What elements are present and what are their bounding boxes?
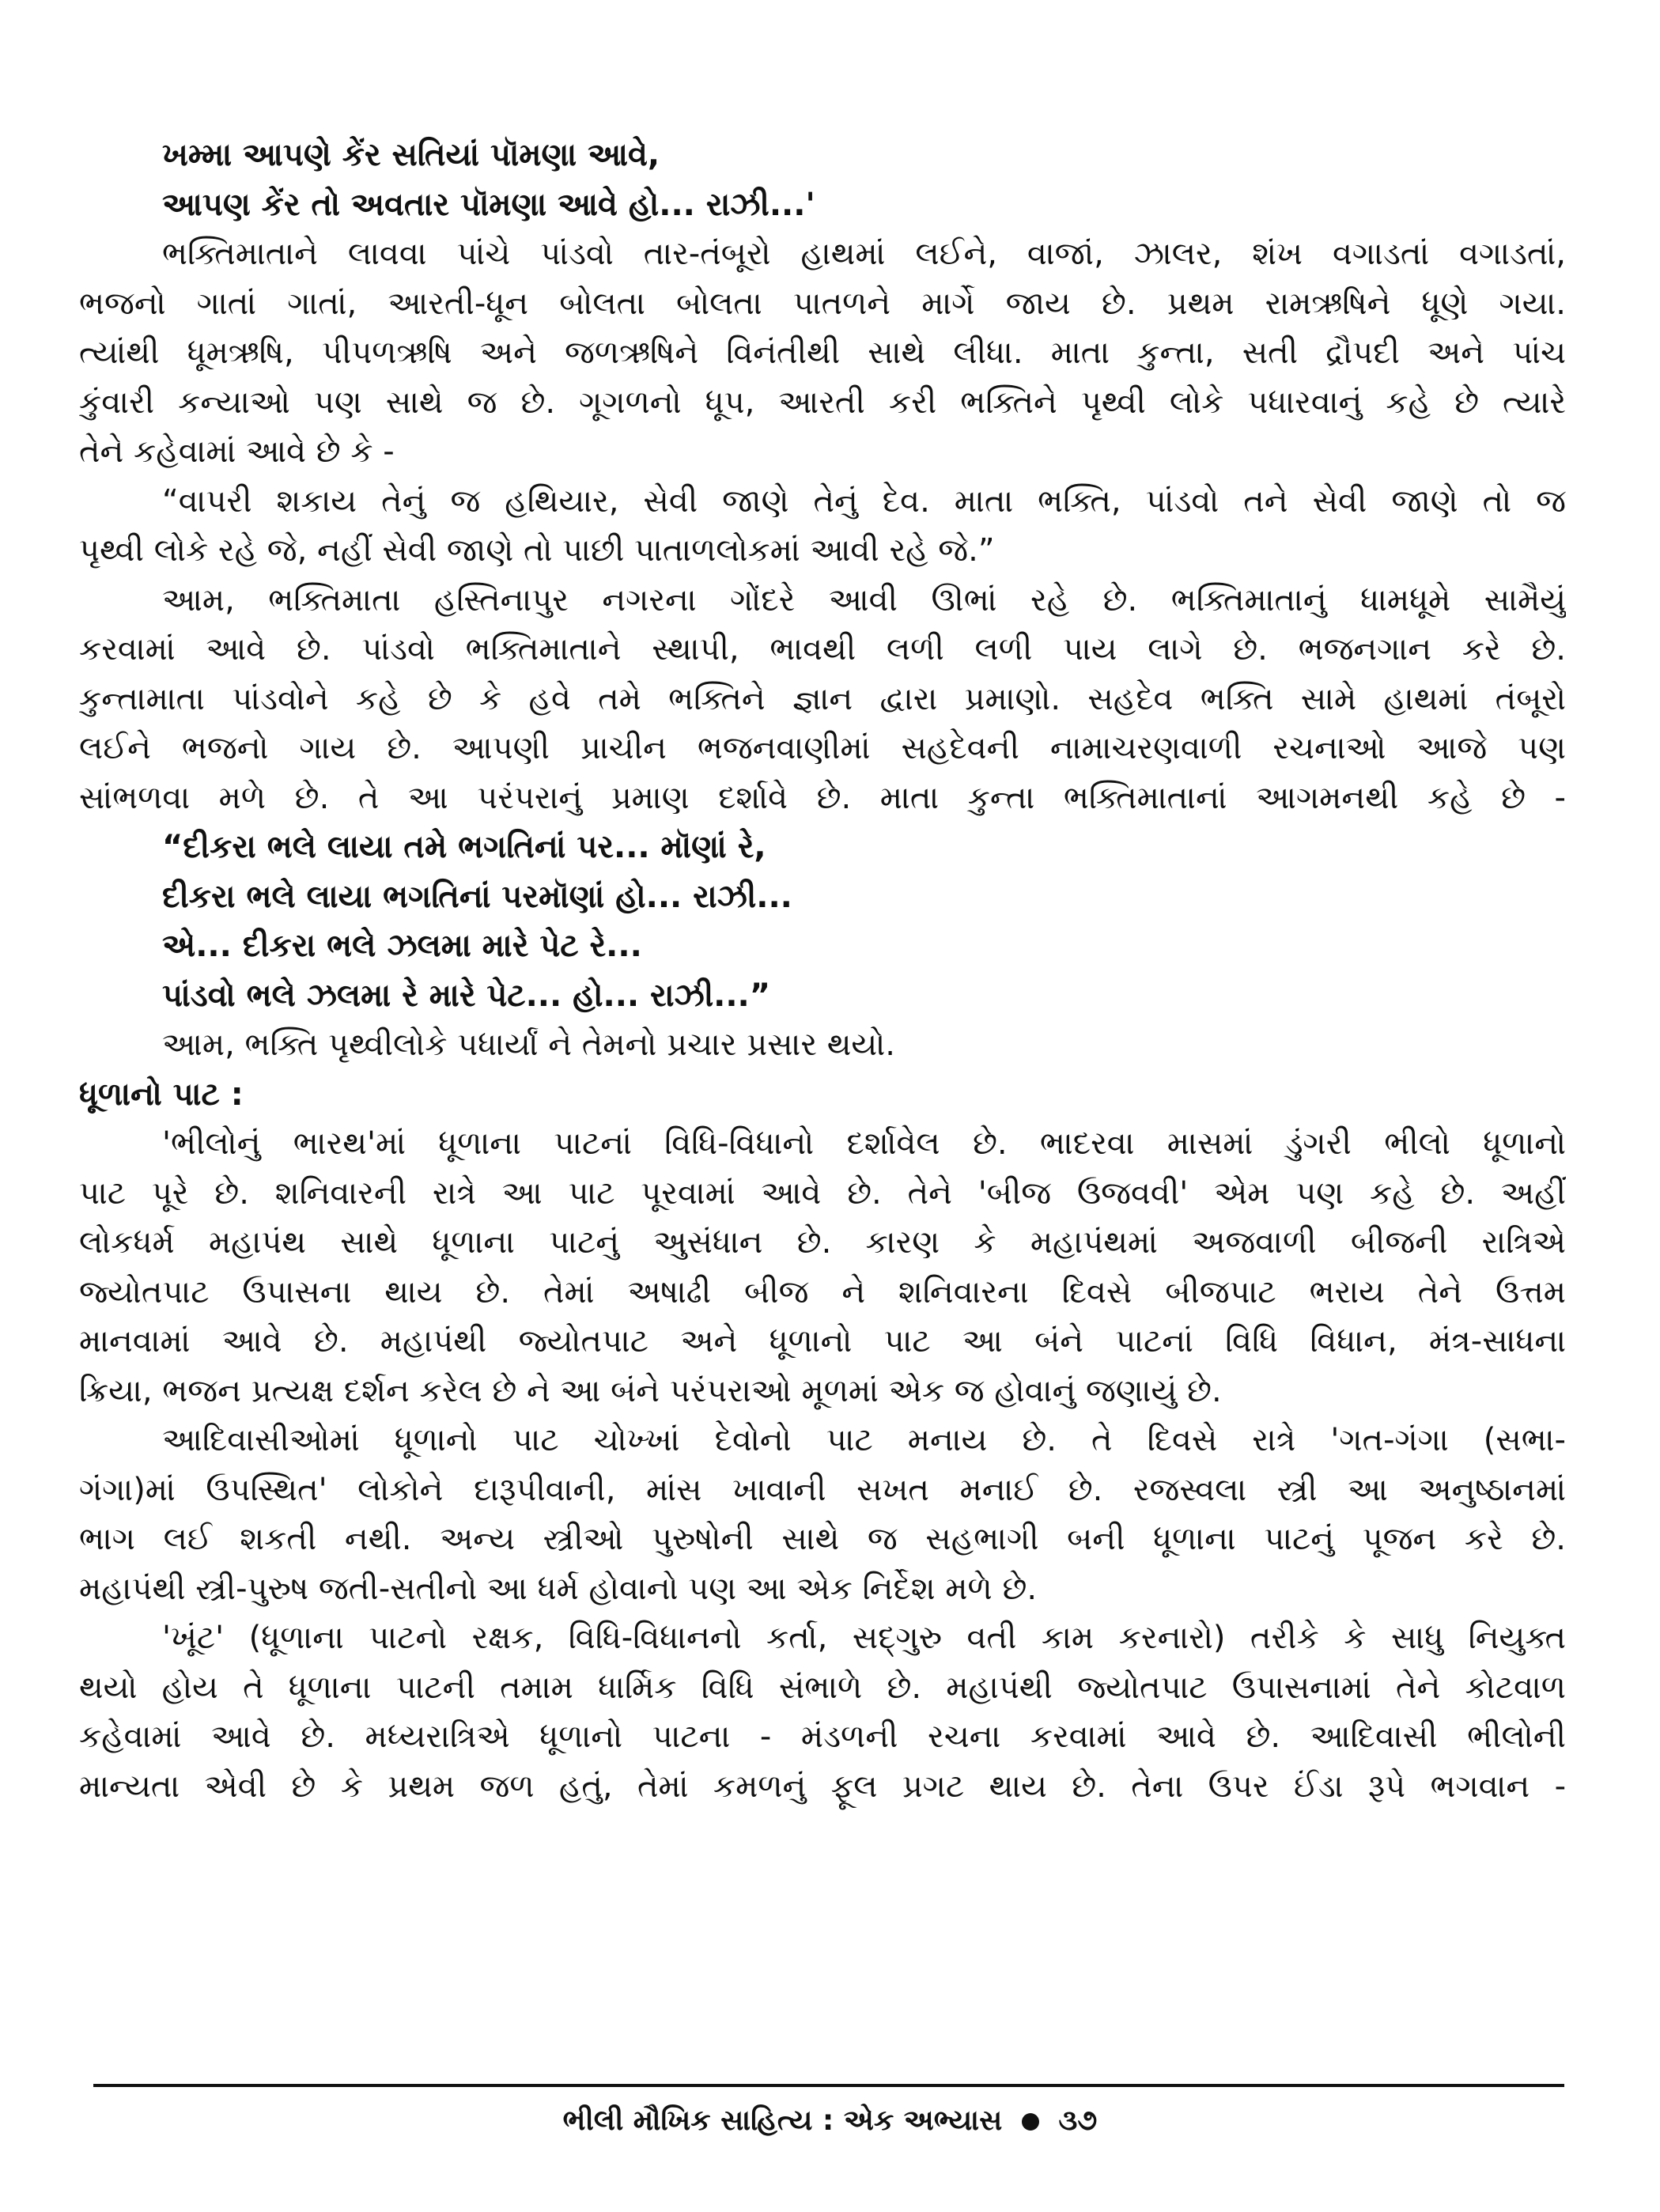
page-footer <box>0 2102 1660 2140</box>
paragraph-line: મહાપંથી સ્ત્રી-પુરુષ જતી-સતીનો આ ધર્મ હોવાનો પણ આ એક નિર્દેશ મળે છે. <box>79 1570 1038 1607</box>
quote-line: પૃથ્વી લોકે રહે જે, નહીં સેવી જાણે તો પાછી પાતાળલોકમાં આવી રહે જે.” <box>79 532 995 569</box>
verse-line: આપણ કેંર તો અવતાર પૉમણા આવે હો... રાઝી...' <box>162 186 815 223</box>
verse-line: પાંડવો ભલે ઝલમા રે મારે પેટ... હો... રાઝી...” <box>162 977 771 1014</box>
paragraph-line: 'ખૂંટ' (ધૂળાના પાટનો રક્ષક, વિધિ-વિધાનનો કર્તા, સદ્‌ગુરુ વતી કામ કરનારો) તરીકે કે સાધુ નિયુક્ત <box>162 1620 1566 1656</box>
paragraph-line: પાટ પૂરે છે. શનિવારની રાત્રે આ પાટ પૂરવામાં આવે છે. તેને 'બીજ ઉજવવી' એમ પણ કહે છે. અહીં <box>79 1174 1566 1212</box>
bullet-icon <box>1022 2113 1039 2131</box>
paragraph-line: કુન્તામાતા પાંડવોને કહે છે કે હવે તમે ભક્તિને જ્ઞાન દ્વારા પ્રમાણો. સહદેવ ભક્તિ સામે હાથમાં તંબૂરો <box>79 680 1566 717</box>
paragraph-line: આદિવાસીઓમાં ધૂળાનો પાટ ચોખ્ખાં દેવોનો પાટ મનાય છે. તે દિવસે રાત્રે 'ગત-ગંગા (સભા- <box>162 1422 1566 1458</box>
quote-line: “વાપરી શકાય તેનું જ હથિયાર, સેવી જાણે તેનું દેવ. માતા ભક્તિ, પાંડવો તને સેવી જાણે તો જ <box>162 482 1566 520</box>
paragraph-line: કહેવામાં આવે છે. મધ્યરાત્રિએ ધૂળાનો પાટના - મંડળની રચના કરવામાં આવે છે. આદિવાસી ભીલોની <box>79 1719 1566 1755</box>
paragraph-line: આમ, ભક્તિમાતા હસ્તિનાપુર નગરના ગોંદરે આવી ઊભાં રહે છે. ભક્તિમાતાનું ધામધૂમે સામૈયું <box>162 581 1566 618</box>
page-body <box>79 130 1566 1811</box>
verse-line: એ... દીકરા ભલે ઝલમા મારે પેટ રે... <box>162 928 642 964</box>
verse-line: “દીકરા ભલે લાયા તમે ભગતિનાં પર... મૉણાં રે, <box>162 829 766 865</box>
verse-line: દીકરા ભલે લાયા ભગતિનાં પરમૉણાં હો... રાઝી... <box>162 878 792 915</box>
page-number: ૩૭ <box>1058 2104 1098 2137</box>
paragraph-line: લઈને ભજનો ગાય છે. આપણી પ્રાચીન ભજનવાણીમાં સહદેવની નામાચરણવાળી રચનાઓ આજે પણ <box>79 730 1566 766</box>
paragraph-line: આમ, ભક્તિ પૃથ્વીલોકે પધાર્યાં ને તેમનો પ્રચાર પ્રસાર થયો. <box>162 1027 895 1063</box>
paragraph-line: માન્યતા એવી છે કે પ્રથમ જળ હતું, તેમાં કમળનું ફૂલ પ્રગટ થાય છે. તેના ઉપર ઈંડા રૂપે ભગવાન - <box>79 1768 1566 1805</box>
paragraph-line: કરવામાં આવે છે. પાંડવો ભક્તિમાતાને સ્થાપી, ભાવથી લળી લળી પાય લાગે છે. ભજનગાન કરે છે. <box>79 631 1566 667</box>
book-title: ભીલી મૌખિક સાહિત્ય : એક અભ્યાસ <box>562 2104 1003 2137</box>
paragraph-line: થયો હોય તે ધૂળાના પાટની તમામ ધાર્મિક વિધિ સંભાળે છે. મહાપંથી જ્યોતપાટ ઉપાસનામાં તેને કોટવાળ <box>79 1669 1566 1706</box>
paragraph-line: ગંગા)માં ઉપસ્થિત' લોકોને દારૂપીવાની, માંસ ખાવાની સખત મનાઈ છે. રજસ્વલા સ્ત્રી આ અનુષ્ઠાનમાં <box>79 1471 1566 1508</box>
paragraph-line: સાંભળવા મળે છે. તે આ પરંપરાનું પ્રમાણ દર્શાવે છે. માતા કુન્તા ભક્તિમાતાનાં આગમનથી કહે છે - <box>79 779 1566 816</box>
paragraph-line: જ્યોતપાટ ઉપાસના થાય છે. તેમાં અષાઢી બીજ ને શનિવારના દિવસે બીજપાટ ભરાય તેને ઉત્તમ <box>79 1273 1566 1310</box>
paragraph-line: લોકધર્મ મહાપંથ સાથે ધૂળાના પાટનું અુસંધાન છે. કારણ કે મહાપંથમાં અજવાળી બીજની રાત્રિએ <box>79 1224 1566 1261</box>
paragraph-line: ભક્તિમાતાને લાવવા પાંચે પાંડવો તાર-તંબૂરો હાથમાં લઈને, વાજાં, ઝાલર, શંખ વગાડતાં વગાડતાં, <box>162 236 1566 272</box>
paragraph-line: ભજનો ગાતાં ગાતાં, આરતી-ધૂન બોલતા બોલતા પાતળને માર્ગે જાય છે. પ્રથમ રામઋષિને ધૂણે ગયા. <box>79 285 1566 322</box>
paragraph-line: ત્યાંથી ધૂમઋષિ, પીપળઋષિ અને જળઋષિને વિનંતીથી સાથે લીધા. માતા કુન્તા, સતી દ્રૌપદી અને પાંચ <box>79 335 1566 371</box>
paragraph-line: ક્રિયા, ભજન પ્રત્યક્ષ દર્શન કરેલ છે ને આ બંને પરંપરાઓ મૂળમાં એક જ હોવાનું જણાયું છે. <box>79 1372 1222 1409</box>
paragraph-line: તેને કહેવામાં આવે છે કે - <box>79 433 395 470</box>
paragraph-line: ભાગ લઈ શકતી નથી. અન્ય સ્ત્રીઓ પુરુષોની સાથે જ સહભાગી બની ધૂળાના પાટનું પૂજન કરે છે. <box>79 1521 1566 1557</box>
footer-divider <box>93 2084 1564 2087</box>
verse-line: ખમ્મા આપણે કેંર સતિયાં પૉમણા આવે, <box>162 137 660 173</box>
paragraph-line: માનવામાં આવે છે. મહાપંથી જ્યોતપાટ અને ધૂળાનો પાટ આ બંને પાટનાં વિધિ વિધાન, મંત્ર-સાધના <box>79 1323 1566 1359</box>
paragraph-line: કુંવારી કન્યાઓ પણ સાથે જ છે. ગૂગળનો ધૂપ, આરતી કરી ભક્તિને પૃથ્વી લોકે પધારવાનું કહે છે ત્યારે <box>79 384 1566 421</box>
paragraph-line: 'ભીલોનું ભારથ'માં ધૂળાના પાટનાં વિધિ-વિધાનો દર્શાવેલ છે. ભાદરવા માસમાં ડુંગરી ભીલો ધૂળાનો <box>162 1125 1566 1162</box>
section-heading: ધૂળાનો પાટ : <box>79 1076 244 1113</box>
